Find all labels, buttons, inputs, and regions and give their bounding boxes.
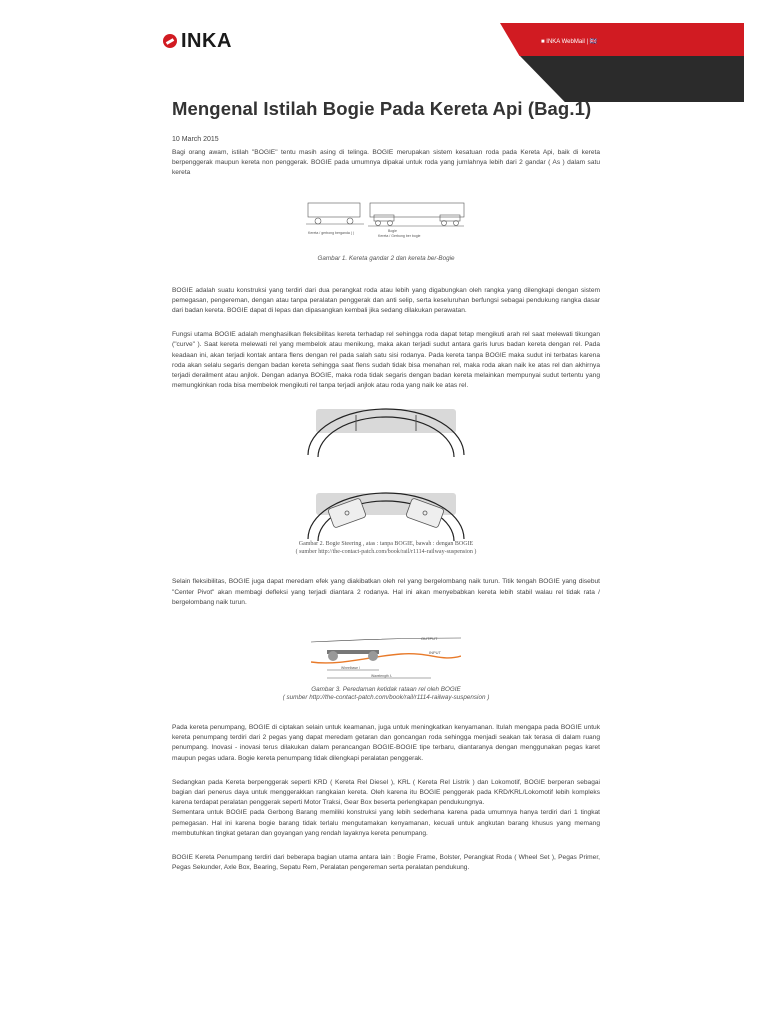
article — [172, 98, 600, 873]
fig1-label-right: Kereta / Gerbong ber bogie — [378, 233, 421, 238]
figure-2-diagram — [306, 407, 466, 543]
logo-text: INKA — [181, 29, 232, 52]
figure-1-diagram — [306, 199, 466, 249]
paragraph-4: Selain fleksibilitas, BOGIE juga dapat meredam efek yang diakibatkan oleh rel yang bergelombang naik turun. Titik tengah BOGIE yang disebut "Center Pivot" akan membagi defleksi yang terjadi diantara 2 rodanya. Hal ini akan menyebabkan kereta lebih stabil walau rel tidak rata / bergelombang naik turun. — [172, 578, 600, 606]
fig3-label-wheelbase: Wheelbase l — [341, 666, 360, 671]
paragraph-6b: Sementara untuk BOGIE pada Gerbong Barang memiliki konstruksi yang lebih sederhana karena pada umumnya hanya terdiri dari 1 tingkat pemegasan. Hal ini karena bogie barang tidak terlalu mengutamakan kenyamanan, kecuali untuk angkutan barang khusus yang memang membutuhkan tingkat getaran dan goyangan yang rendah layaknya kereta penumpang. — [172, 809, 600, 837]
figure-3-diagram — [311, 634, 461, 684]
fig1-label-left: Kereta / gerbong berganda ( ) — [308, 230, 355, 235]
figure-2-caption: Gambar 2. Bogie Steering , atas : tanpa BOGIE, bawah : dengan BOGIE — [298, 541, 474, 548]
paragraph-2: BOGIE adalah suatu konstruksi yang terdiri dari dua perangkat roda atau lebih yang digabungkan oleh rangka yang dilengkapi dengan sistem pemegasan, pengereman, dengan atau tanpa peralatan penggerak dan anti selip, serta keseluruhan berfungsi sebagai pendukung rangka dasar dari badan kereta. BOGIE dapat di lepas dan dipasangkan kembali jika sedang dilakukan perawatan. — [172, 286, 600, 315]
webmail-link[interactable]: ■ INKA WebMail | 🇬🇧 — [541, 39, 598, 45]
paragraph-7: BOGIE Kereta Penumpang terdiri dari beberapa bagian utama antara lain : Bogie Frame, Bolster, Perangkat Roda ( Wheel Set ), Pegas Primer, Pegas Sekunder, Axle Box, Bearing, Sepatu Rem, Peralatan pengereman serta peralatan pendukung. — [172, 854, 600, 872]
figure-3-caption: Gambar 3. Peredaman ketidak rataan rel oleh BOGIE — [311, 686, 461, 694]
site-header — [0, 0, 768, 105]
paragraph-6a: Sedangkan pada Kereta berpenggerak seperti KRD ( Kereta Rel Diesel ), KRL ( Kereta Rel Listrik ) dan Lokomotif, BOGIE berperan sebagai bagian dari penerus daya untuk menggerakkan rangkaian kereta. Oleh karena itu BOGIE penggerak pada KRD/KRL/Lokomotif lebih kompleks karena terdapat peralatan penggerak seperti Motor Traksi, Gear Box beserta perlengkapan pendukungnya. — [172, 778, 600, 807]
fig3-label-output: OUTPUT — [421, 636, 438, 642]
figure-3-source: ( sumber http://the-contact-patch.com/book/rail/r1114-railway-suspension ) — [282, 694, 490, 702]
fig1-label-bogie: Bogie — [388, 228, 397, 233]
figure-2-svg — [306, 407, 466, 543]
inka-logo[interactable] — [163, 30, 232, 52]
figure-3-svg — [311, 634, 461, 684]
inka-logo-icon — [163, 34, 177, 48]
fig3-label-input: INPUT — [429, 650, 441, 656]
header-red-band — [500, 23, 744, 56]
figure-2-source: ( sumber http://the-contact-patch.com/book/rail/r1114-railway-suspension ) — [295, 549, 477, 556]
figure-1-caption: Gambar 1. Kereta gandar 2 dan kereta ber-Bogie — [317, 254, 455, 262]
article-date: 10 March 2015 — [172, 136, 219, 143]
figure-1-svg — [306, 199, 466, 249]
header-dark-band — [520, 56, 744, 102]
paragraph-3: Fungsi utama BOGIE adalah menghasilkan fleksibilitas kereta terhadap rel sehingga roda dapat tetap mengikuti arah rel saat melewati tikungan ("curve" ). Saat kereta melewati rel yang membelok atau menikung, maka akan terjadi sudut antara garis lurus badan kereta dengan rel. Pada keadaan ini, akan terjadi kontak antara flens dengan rel pada salah satu sisi rodanya. Pada kereta tanpa BOGIE maka sudut ini terbatas karena roda akan selalu segaris dengan badan kereta sehingga saat flens sudah tidak bisa menahan rel, maka roda akan naik ke atas rel dan akhirnya terjadi derailment atau anjlok. Dengan adanya BOGIE, maka roda tidak segaris dengan badan kereta melainkan mempunyai sudut tertentu yang memungkinkan roda bisa membelok mengikuti rel tanpa terjadi anjlok atau roda yang naik ke atas rel. — [172, 331, 600, 390]
intro-paragraph: Bagi orang awam, istilah "BOGIE" tentu masih asing di telinga. BOGIE merupakan sistem kesatuan roda pada Kereta Api, baik di kereta berpenggerak maupun kereta non penggerak. BOGIE pada umumnya dipakai untuk roda yang jumlahnya lebih dari 2 gandar ( As ) dalam satu kereta — [172, 149, 600, 177]
article-title: Mengenal Istilah Bogie Pada Kereta Api (Bag.1) — [172, 98, 592, 119]
paragraph-5: Pada kereta penumpang, BOGIE di ciptakan selain untuk keamanan, juga untuk meningkatkan kenyamanan. Itulah mengapa pada BOGIE untuk kereta penumpang terdiri dari 2 pegas yang dapat meredam getaran dan goncangan roda sehingga menjadi seakan tak terasa di dalam ruang penumpang. Inovasi - inovasi terus dilakukan dalam perancangan BOGIE-BOGIE tipe terbaru, diantaranya dengan menggunakan pegas karet maupun pegas udara. Bogie kereta penumpang tidak dilengkapi peralatan penggerak. — [172, 724, 600, 762]
fig3-label-wavelength: Wavelength λ — [371, 674, 392, 679]
